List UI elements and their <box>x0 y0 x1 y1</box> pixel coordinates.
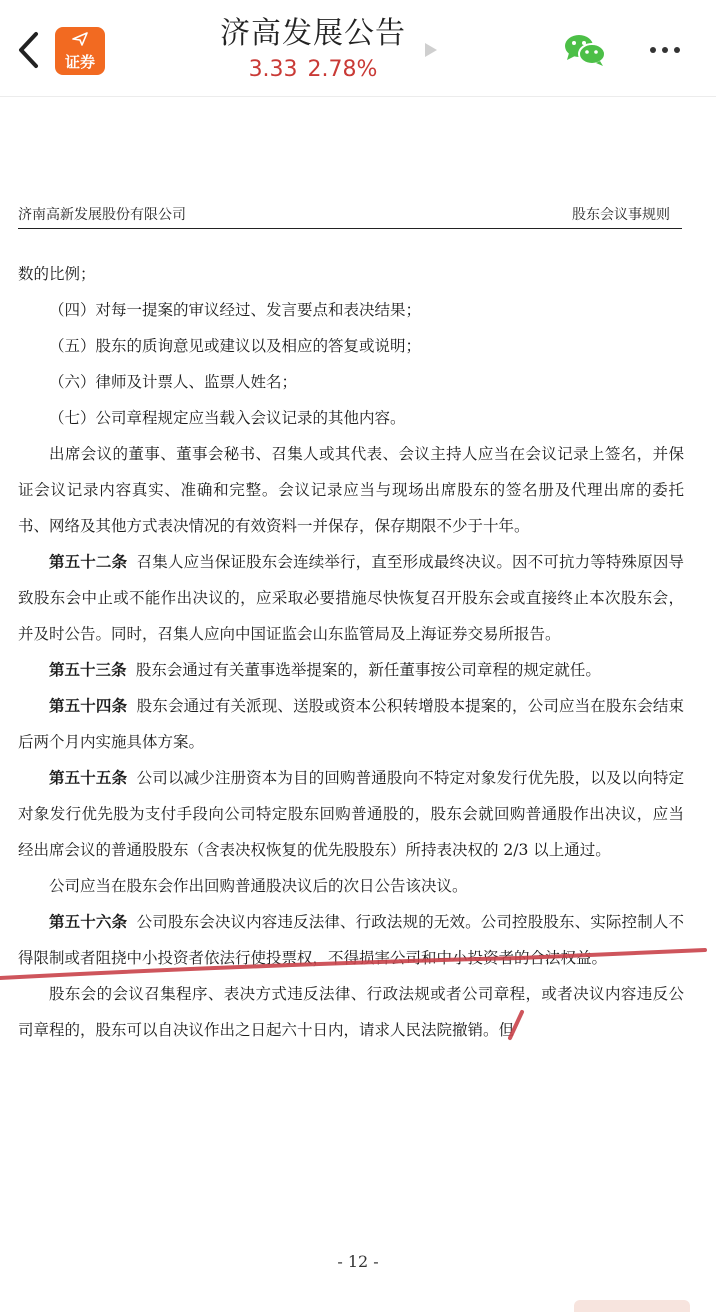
company-name: 济南高新发展股份有限公司 <box>18 207 186 223</box>
app-top-bar <box>0 0 716 97</box>
list-item: （五）股东的质询意见或建议以及相应的答复或说明； <box>49 337 422 355</box>
page-number: - 12 - <box>337 1252 379 1271</box>
article-52: 第五十二条 召集人应当保证股东会连续举行，直至形成最终决议。因不可抗力等特殊原因导致股东会中止或不能作出决议的，应采取必要措施尽快恢复召开股东会或直接终止本次股东会，并及时公告。同时，召集人应向中国证监会山东监管局及上海证券交易所报告。 <box>18 552 684 643</box>
article-55: 第五十五条 公司以减少注册资本为目的回购普通股向不特定对象发行优先股，以及以向特定对象发行优先股为支付手段向公司特定股东回购普通股的，股东会就回购普通股作出决议，应当经出席会议的普通股股东（含表决权恢复的优先股股东）所持表决权的 2/3 以上通过。 <box>18 768 684 859</box>
article-number: 第五十六条 <box>49 912 128 931</box>
paragraph: 数的比例； <box>18 265 96 283</box>
list-item: （六）律师及计票人、监票人姓名； <box>49 373 298 391</box>
article-53: 第五十三条 股东会通过有关董事选举提案的，新任董事按公司章程的规定就任。 <box>49 660 601 679</box>
paragraph: 公司应当在股东会作出回购普通股决议后的次日公告该决议。 <box>49 877 468 895</box>
document-body <box>18 256 684 1048</box>
logo-text: 证券 <box>64 53 95 71</box>
document-title: 股东会议事规则 <box>572 207 670 223</box>
back-arrow-icon[interactable] <box>14 30 44 70</box>
list-item: （七）公司章程规定应当载入会议记录的其他内容。 <box>49 409 406 427</box>
securities-app-logo[interactable] <box>55 27 105 75</box>
wechat-icon[interactable] <box>563 32 607 68</box>
document-running-header <box>18 200 682 229</box>
article-number: 第五十二条 <box>49 552 128 571</box>
logo-mark-icon <box>72 32 88 46</box>
stock-quote <box>200 56 426 84</box>
floating-tab[interactable] <box>574 1300 690 1312</box>
stock-title-block[interactable] <box>200 14 426 84</box>
article-number: 第五十四条 <box>49 696 128 715</box>
paragraph: 股东会的会议召集程序、表决方式违反法律、行政法规或者公司章程，或者决议内容违反公司章程的，股东可以自决议作出之日起六十日内，请求人民法院撤销。但 <box>18 985 684 1039</box>
article-number: 第五十五条 <box>49 768 128 787</box>
stock-name: 济高发展公告 <box>220 16 406 51</box>
article-56: 第五十六条 公司股东会决议内容违反法律、行政法规的无效。公司控股股东、实际控制人不得限制或者阻挠中小投资者依法行使投票权，不得损害公司和中小投资者的合法权益。 <box>18 912 684 967</box>
article-54: 第五十四条 股东会通过有关派现、送股或资本公积转增股本提案的，公司应当在股东会结束后两个月内实施具体方案。 <box>18 696 684 751</box>
more-dots-icon[interactable] <box>645 40 685 60</box>
stock-price: 3.33 <box>248 57 298 82</box>
list-item: （四）对每一提案的审议经过、发言要点和表决结果； <box>49 301 422 319</box>
paragraph: 出席会议的董事、董事会秘书、召集人或其代表、会议主持人应当在会议记录上签名，并保证会议记录内容真实、准确和完整。会议记录应当与现场出席股东的签名册及代理出席的委托书、网络及其他方式表决情况的有效资料一并保存，保存期限不少于十年。 <box>18 445 684 535</box>
article-number: 第五十三条 <box>49 660 127 679</box>
stock-change-percent: 2.78% <box>307 57 378 82</box>
play-triangle-icon[interactable] <box>424 42 438 58</box>
